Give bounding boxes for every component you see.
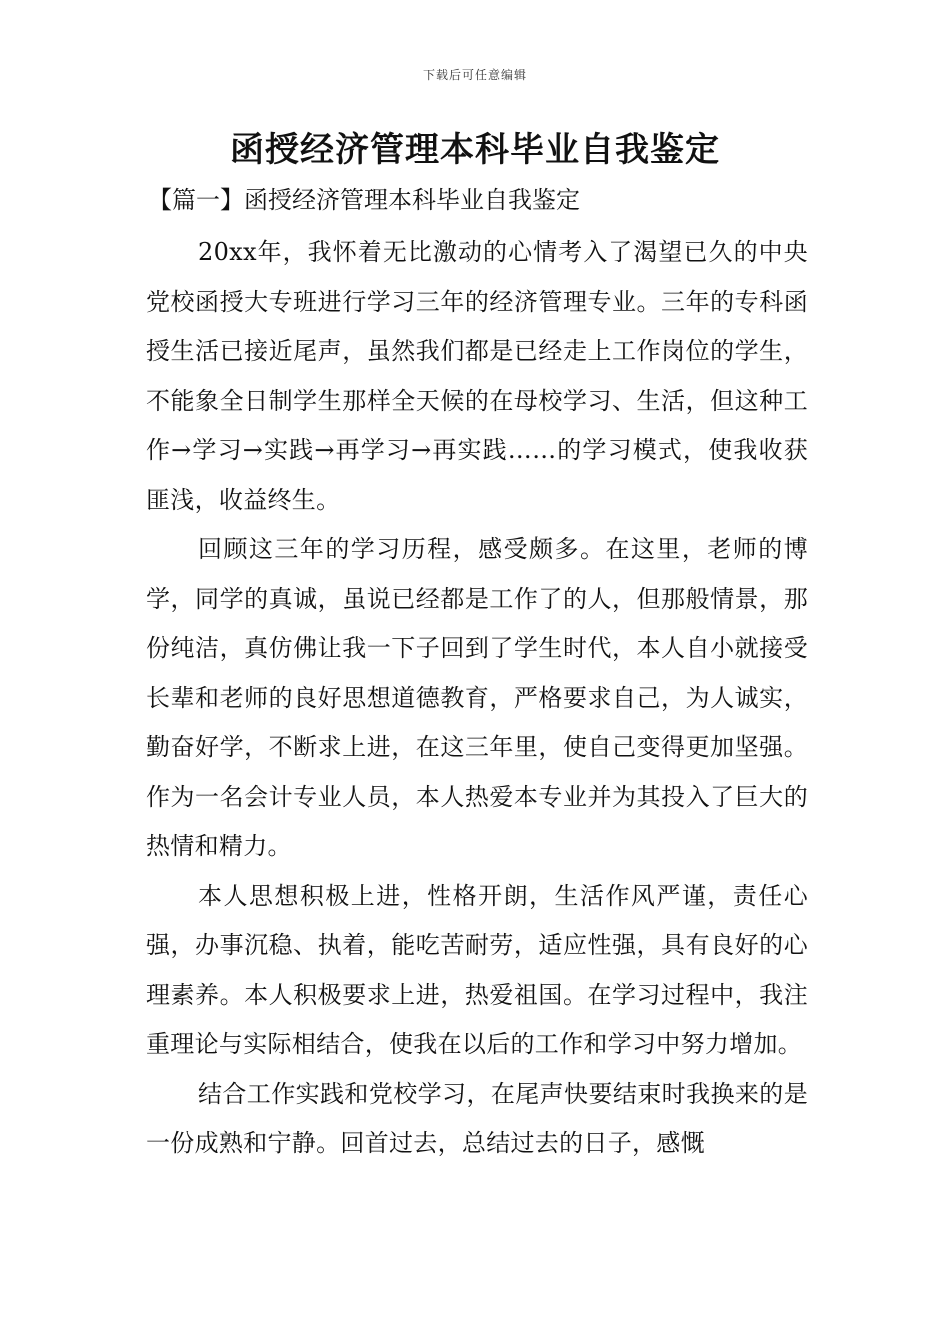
page-header-note: 下载后可任意编辑 <box>422 68 527 82</box>
paragraph: 回顾这三年的学习历程，感受颇多。在这里，老师的博学，同学的真诚，虽说已经都是工作了的人，但那般情景，那份纯洁，真仿佛让我一下子回到了学生时代，本人自小就接受长辈和老师的良好思想道德教育，严格要求自己，为人诚实，勤奋好学，不断求上进，在这三年里，使自己变得更加坚强。作为一名会计专业人员，本人热爱本专业并为其投入了巨大的热情和精力。 <box>146 535 808 860</box>
paragraph: 结合工作实践和党校学习，在尾声快要结束时我换来的是一份成熟和宁静。回首过去，总结过去的日子，感慨 <box>146 1079 808 1157</box>
document-body <box>146 228 808 1169</box>
paragraph: 本人思想积极上进，性格开朗，生活作风严谨，责任心强，办事沉稳、执着，能吃苦耐劳，适应性强，具有良好的心理素养。本人积极要求上进，热爱祖国。在学习过程中，我注重理论与实际相结合，使我在以后的工作和学习中努力增加。 <box>146 881 808 1058</box>
paragraph: 20xx年，我怀着无比激动的心情考入了渴望已久的中央党校函授大专班进行学习三年的经济管理专业。三年的专科函授生活已接近尾声，虽然我们都是已经走上工作岗位的学生，不能象全日制学生那样全天候的在母校学习、生活，但这种工作→学习→实践→再学习→再实践……的学习模式，使我收获匪浅，收益终生。 <box>146 238 808 514</box>
section-heading: 【篇一】函授经济管理本科毕业自我鉴定 <box>148 186 580 214</box>
document-title: 函授经济管理本科毕业自我鉴定 <box>230 130 720 170</box>
